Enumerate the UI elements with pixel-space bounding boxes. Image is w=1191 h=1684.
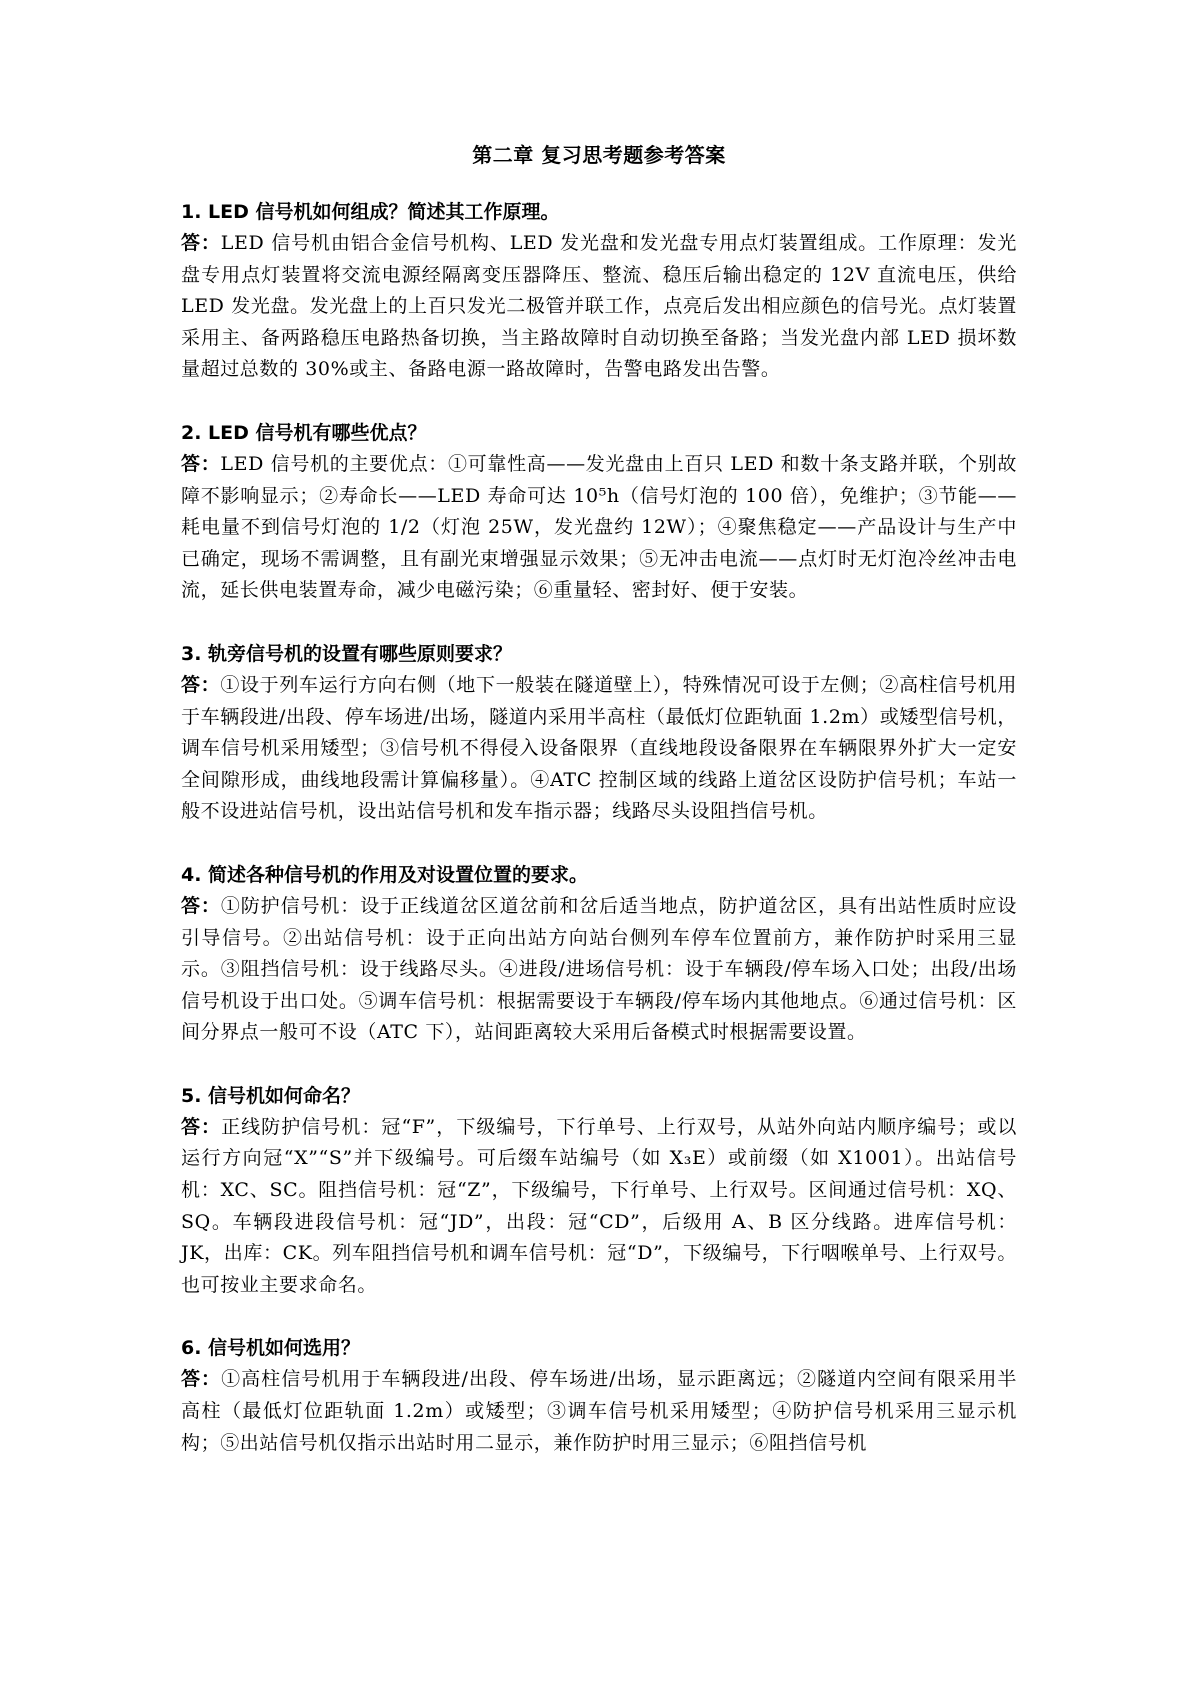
page-title: 第二章 复习思考题参考答案 bbox=[472, 143, 726, 167]
answer-label: 答： bbox=[181, 673, 221, 696]
qa-item-6 bbox=[181, 1333, 1017, 1459]
qa-item-3 bbox=[181, 639, 1017, 828]
answer-1 bbox=[181, 228, 1017, 386]
answer-label: 答： bbox=[181, 1368, 222, 1391]
question-3: 3. 轨旁信号机的设置有哪些原则要求？ bbox=[181, 642, 513, 665]
answer-label: 答： bbox=[181, 1115, 222, 1138]
answer-text-4: ①防护信号机：设于正线道岔区道岔前和岔后适当地点，防护道岔区，具有出站性质时应设引导信号。②出站信号机：设于正向出站方向站台侧列车停车位置前方，兼作防护时采用三显示。③阻挡信号机：设于线路尽头。④进段/进场信号机：设于车辆段/停车场入口处；出段/出场信号机设于出口处。⑤调车信号机：根据需要设于车辆段/停车场内其他地点。⑥通过信号机：区间分界点一般可不设（ATC 下），站间距离较大采用后备模式时根据需要设置。 bbox=[181, 894, 1017, 1044]
qa-item-5 bbox=[181, 1081, 1017, 1302]
answer-label: 答： bbox=[181, 232, 221, 254]
answer-4 bbox=[181, 891, 1017, 1049]
qa-item-2 bbox=[181, 418, 1017, 607]
answer-text-3: ①设于列车运行方向右侧（地下一般装在隧道壁上），特殊情况可设于左侧；②高柱信号机用于车辆段进/出段、停车场进/出场，隧道内采用半高柱（最低灯位距轨面 1.2m）或矮型信号机，调车信号机采用矮型；③信号机不得侵入设备限界（直线地段设备限界在车辆限界外扩大一定安全间隙形成，曲线地段需计算偏移量）。④ATC 控制区域的线路上道岔区设防护信号机；车站一般不设进站信号机，设出站信号机和发车指示器；线路尽头设阻挡信号机。 bbox=[181, 673, 1017, 823]
question-2: 2. LED 信号机有哪些优点？ bbox=[181, 421, 427, 444]
answer-6 bbox=[181, 1364, 1017, 1459]
answer-text-1: LED 信号机由铝合金信号机构、LED 发光盘和发光盘专用点灯装置组成。工作原理：发光盘专用点灯装置将交流电源经隔离变压器降压、整流、稳压后输出稳定的 12V 直流电压，供给 LED 发光盘。发光盘上的上百只发光二极管并联工作，点亮后发出相应颜色的信号光。点灯装置采用主、备两路稳压电路热备切换，当主路故障时自动切换至备路；当发光盘内部 LED 损坏数量超过总数的 30%或主、备路电源一路故障时，告警电路发出告警。 bbox=[181, 232, 1018, 381]
answer-label: 答： bbox=[181, 452, 221, 475]
question-1: 1. LED 信号机如何组成？简述其工作原理。 bbox=[181, 201, 560, 223]
answer-text-2: LED 信号机的主要优点：①可靠性高——发光盘由上百只 LED 和数十条支路并联，个别故障不影响显示；②寿命长——LED 寿命可达 10⁵h（信号灯泡的 100 倍），免维护；③节能——耗电量不到信号灯泡的 1/2（灯泡 25W，发光盘约 12W）；④聚焦稳定——产品设计与生产中已确定，现场不需调整，且有副光束增强显示效果；⑤无冲击电流——点灯时无灯泡冷丝冲击电流，延长供电装置寿命，减少电磁污染；⑥重量轻、密封好、便于安装。 bbox=[181, 452, 1017, 602]
qa-item-4 bbox=[181, 860, 1017, 1049]
answer-text-6: ①高柱信号机用于车辆段进/出段、停车场进/出场，显示距离远；②隧道内空间有限采用半高柱（最低灯位距轨面 1.2m）或矮型；③调车信号机采用矮型；④防护信号机采用三显示机构；⑤出站信号机仅指示出站时用二显示，兼作防护时用三显示；⑥阻挡信号机 bbox=[181, 1368, 1017, 1454]
answer-3 bbox=[181, 670, 1017, 828]
document-page bbox=[181, 140, 1017, 1491]
answer-label: 答： bbox=[181, 894, 221, 917]
qa-item-1 bbox=[181, 197, 1017, 386]
answer-5 bbox=[181, 1112, 1017, 1302]
question-4: 4. 简述各种信号机的作用及对设置位置的要求。 bbox=[181, 863, 589, 886]
question-5: 5. 信号机如何命名？ bbox=[181, 1084, 361, 1107]
answer-text-5: 正线防护信号机：冠“F”，下级编号，下行单号、上行双号，从站外向站内顺序编号；或以运行方向冠“X”“S”并下级编号。可后缀车站编号（如 X₃E）或前缀（如 X1001）。出站信号机：XC、SC。阻挡信号机：冠“Z”，下级编号，下行单号、上行双号。区间通过信号机：XQ、SQ。车辆段进段信号机：冠“JD”，出段：冠“CD”，后级用 A、B 区分线路。进库信号机：JK，出库：CK。列车阻挡信号机和调车信号机：冠“D”，下级编号，下行咽喉单号、上行双号。也可按业主要求命名。 bbox=[181, 1115, 1018, 1296]
answer-2 bbox=[181, 449, 1017, 607]
question-6: 6. 信号机如何选用？ bbox=[181, 1337, 361, 1360]
